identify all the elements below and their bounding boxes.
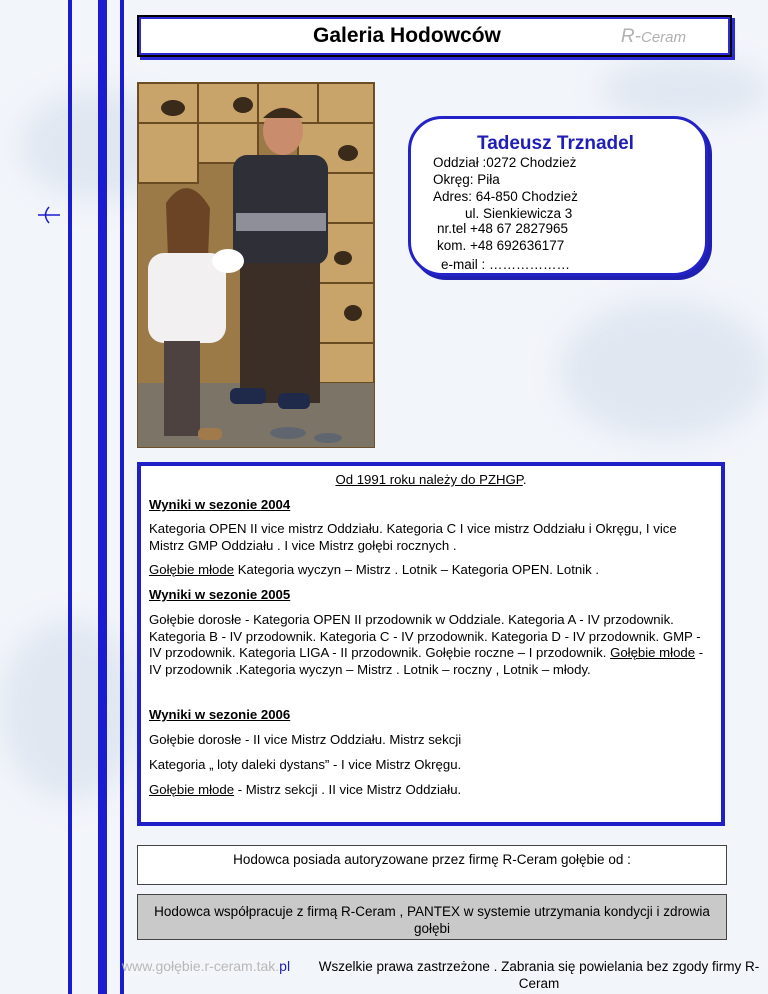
cooperation-box: Hodowca współpracuje z firmą R-Ceram , PANTEX w systemie utrzymania kondycji i zdrowia gołębi bbox=[137, 894, 727, 940]
left-rule-thin-2 bbox=[120, 0, 124, 994]
membership-line: Od 1991 roku należy do PZHGP. bbox=[335, 472, 527, 487]
binder-ring-icon bbox=[38, 204, 60, 226]
mobile-line: kom. +48 692636177 bbox=[437, 238, 565, 253]
region-line: Okręg: Piła bbox=[433, 172, 500, 187]
brand-logo-text: R-Ceram bbox=[620, 26, 686, 47]
results-panel bbox=[137, 462, 725, 826]
title-bar bbox=[137, 15, 732, 57]
street-line: ul. Sienkiewicza 3 bbox=[465, 206, 573, 221]
bg-marble bbox=[600, 60, 768, 120]
season-2004-text: Kategoria OPEN II vice mistrz Oddziału. Kategoria C I vice mistrz Oddziału i Okręgu, I vice Mistrz GMP Oddziału . I vice Mistrz gołębi rocznych . bbox=[149, 521, 677, 553]
footer-copyright: Wszelkie prawa zastrzeżone . Zabrania się powielania bez zgody firmy R-Ceram bbox=[318, 959, 760, 991]
footer-website[interactable]: www.gołębie.r-ceram.tak.pl bbox=[122, 958, 291, 974]
season-2006-young: Gołębie młode - Mistrz sekcji . II vice Mistrz Oddziału. bbox=[149, 782, 462, 797]
address-line: Adres: 64-850 Chodzież bbox=[433, 189, 578, 204]
season-2006-line2: Kategoria „ loty daleki dystans” - I vice Mistrz Okręgu. bbox=[149, 757, 462, 772]
left-rule-thin bbox=[68, 0, 72, 994]
season-2006-heading: Wyniki w sezonie 2006 bbox=[149, 707, 291, 722]
breeder-info-card bbox=[408, 116, 708, 276]
season-2004-heading: Wyniki w sezonie 2004 bbox=[149, 497, 291, 512]
breeder-name: Tadeusz Trznadel bbox=[477, 133, 634, 154]
phone-line: nr.tel +48 67 2827965 bbox=[437, 221, 568, 236]
page-title: Galeria Hodowców bbox=[313, 24, 501, 47]
left-rule-thick bbox=[98, 0, 107, 994]
email-line: e-mail : ……………… bbox=[441, 257, 571, 272]
breeder-photo bbox=[137, 82, 375, 448]
authorized-box: Hodowca posiada autoryzowane przez firmę R-Ceram gołębie od : bbox=[137, 845, 727, 885]
club-line: Oddział :0272 Chodzież bbox=[433, 155, 577, 170]
season-2004-young: Gołębie młode Kategoria wyczyn – Mistrz . Lotnik – Kategoria OPEN. Lotnik . bbox=[149, 562, 600, 577]
bg-marble bbox=[560, 300, 768, 440]
season-2005-heading: Wyniki w sezonie 2005 bbox=[149, 587, 291, 602]
season-2006-line1: Gołębie dorosłe - II vice Mistrz Oddziału. Mistrz sekcji bbox=[149, 732, 462, 747]
photo-illustration bbox=[138, 83, 374, 447]
season-2005-text: Gołębie dorosłe - Kategoria OPEN II przodownik w Oddziale. Kategoria A - IV przodownik. Kategoria B - IV przodownik. Kategoria C - IV przodownik. Kategoria D - IV przodownik. GMP - IV przodownik. Kategoria LIGA - II przodownik. Gołębie roczne – I przodownik. Gołębie młode - IV przodownik .Kategoria wyczyn – Mistrz . Lotnik – roczny , Lotnik – młody. bbox=[149, 612, 704, 677]
